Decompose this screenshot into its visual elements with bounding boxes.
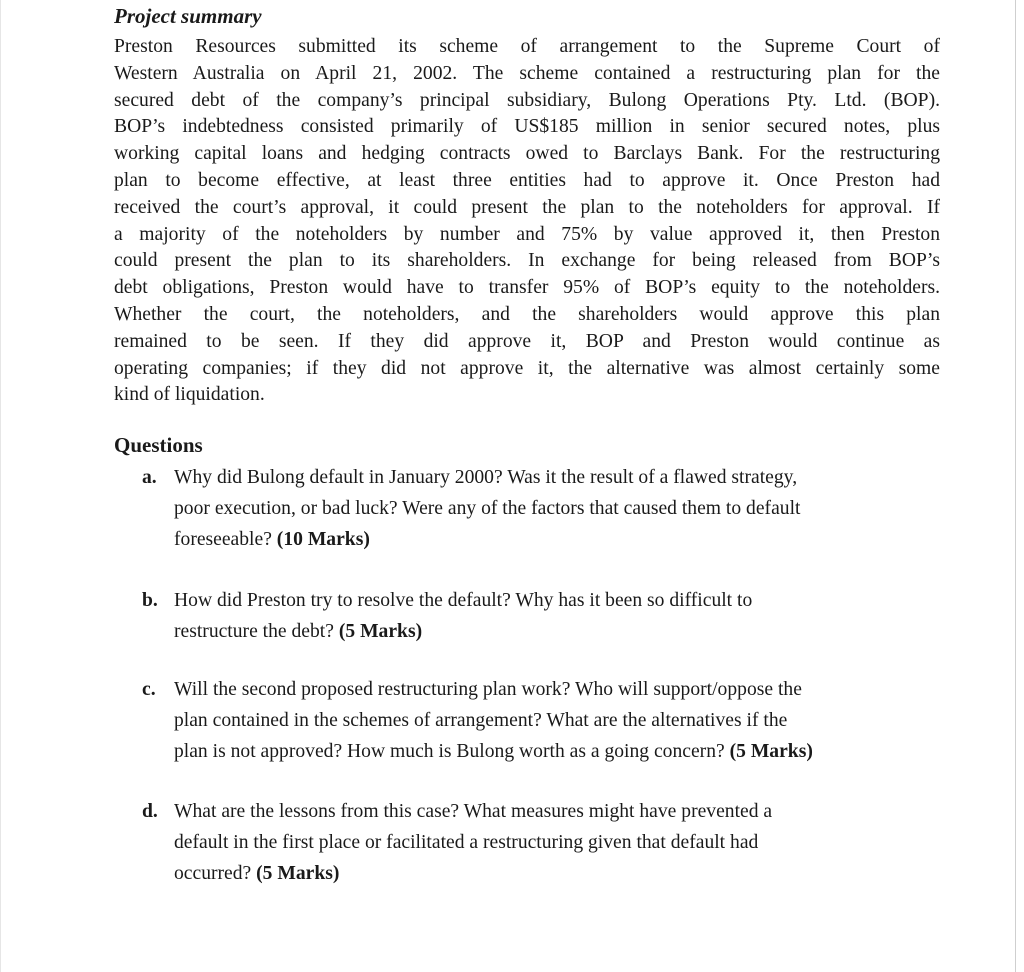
question-marks: (10 Marks): [276, 529, 370, 550]
question-c: [142, 674, 942, 767]
summary-line: plan to become effective, at least three entities had to approve it. Once Preston had: [114, 169, 940, 191]
question-line: poor execution, or bad luck? Were any of the factors that caused them to default: [174, 498, 801, 519]
question-text: foreseeable?: [174, 529, 277, 550]
question-line: Will the second proposed restructuring plan work? Who will support/oppose the: [174, 679, 802, 700]
summary-line: BOP’s indebtedness consisted primarily of US$185 million in senior secured notes, plus: [114, 116, 940, 138]
summary-line: Whether the court, the noteholders, and the shareholders would approve this plan: [114, 303, 940, 325]
project-summary-heading: Project summary: [114, 4, 262, 28]
question-line: What are the lessons from this case? What measures might have prevented a: [174, 801, 773, 822]
page-right-edge: [1015, 0, 1016, 972]
question-text: occurred?: [174, 863, 257, 884]
summary-line: Preston Resources submitted its scheme of arrangement to the Supreme Court of: [114, 36, 940, 57]
question-b: [142, 585, 942, 647]
question-d: [142, 796, 942, 889]
summary-line: debt obligations, Preston would have to transfer 95% of BOP’s equity to the noteholders.: [114, 277, 940, 299]
question-line: Why did Bulong default in January 2000? Was it the result of a flawed strategy,: [174, 467, 798, 488]
summary-line: working capital loans and hedging contracts owed to Barclays Bank. For the restructuring: [114, 143, 940, 165]
summary-line: operating companies; if they did not approve it, the alternative was almost certainly some: [114, 357, 940, 379]
question-line-last: [174, 524, 942, 555]
summary-line: remained to be seen. If they did approve it, BOP and Preston would continue as: [114, 330, 940, 352]
question-letter: a.: [142, 467, 157, 488]
question-line: plan contained in the schemes of arrangement? What are the alternatives if the: [174, 710, 788, 731]
question-line-last: [174, 736, 942, 767]
question-marks: (5 Marks): [256, 863, 340, 884]
question-marks: (5 Marks): [338, 621, 423, 642]
question-line-last: [174, 858, 942, 889]
question-text: restructure the debt?: [174, 621, 339, 642]
question-line-last: [174, 616, 942, 647]
question-line: default in the first place or facilitated a restructuring given that default had: [174, 832, 759, 853]
question-letter: d.: [142, 801, 158, 822]
summary-line: kind of liquidation.: [114, 384, 265, 406]
question-text: plan is not approved? How much is Bulong worth as a going concern?: [174, 741, 730, 762]
question-line: How did Preston try to resolve the default? Why has it been so difficult to: [174, 590, 753, 611]
summary-line: secured debt of the company’s principal subsidiary, Bulong Operations Pty. Ltd. (BOP).: [114, 89, 940, 111]
questions-heading: Questions: [114, 433, 203, 457]
summary-line: could present the plan to its shareholders. In exchange for being released from BOP’s: [114, 250, 940, 272]
project-summary-paragraph: [114, 34, 940, 409]
question-a: [142, 462, 942, 555]
summary-line: received the court’s approval, it could present the plan to the noteholders for approval. If: [114, 196, 940, 218]
question-letter: b.: [142, 590, 158, 611]
question-marks: (5 Marks): [729, 741, 813, 762]
summary-line: a majority of the noteholders by number and 75% by value approved it, then Preston: [114, 223, 940, 245]
summary-line: Western Australia on April 21, 2002. The scheme contained a restructuring plan for the: [114, 62, 940, 84]
question-letter: c.: [142, 679, 156, 700]
page-left-edge: [0, 0, 1, 972]
